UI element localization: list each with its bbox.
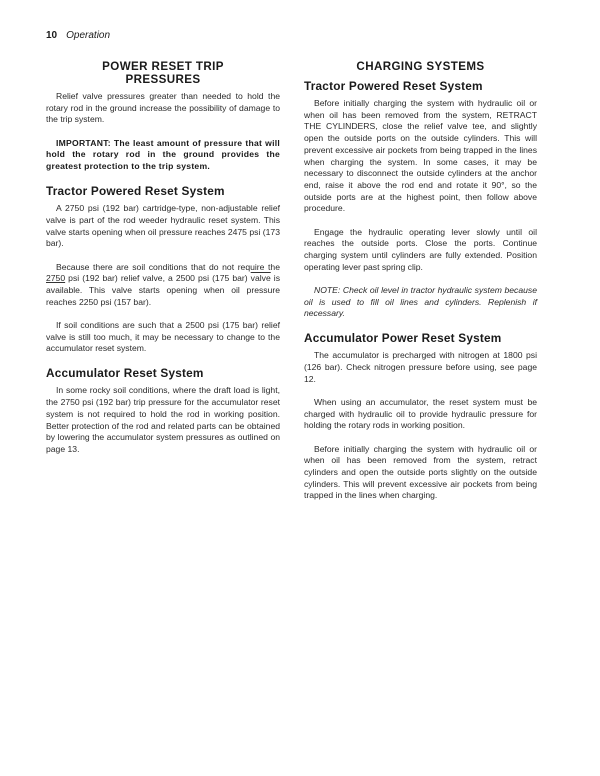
charging-tractor-paragraph-1: Before initially charging the system with hydraulic oil or when oil has been removed from the system, RETRACT THE CYLINDERS, close the relief valve tee, and slightly open the outside ports on the outside cylinders. This will prevent excessive air pockets from being trapped in the lines when charging the system. In some cases, it may be necessary to disconnect the outside cylinders at the anchor end, raise it above the rod end and rotate it 90°, so the outside ports are at the highest point, then follow above procedure. <box>304 98 537 214</box>
accumulator-reset-heading: Accumulator Reset System <box>46 366 204 381</box>
charging-tractor-paragraph-2: Engage the hydraulic operating lever slowly until oil reaches the outside ports. Close the ports. Continue charging system until cylinders are fully extended. Position operating lever past spring clip. <box>304 226 537 272</box>
text: psi (192 bar) relief valve, a 2500 psi (175 bar) <box>65 273 251 284</box>
tractor-paragraph-3: If soil conditions are such that a 2500 psi (175 bar) relief valve is still too much, it may be necessary to change to the accumulator reset system. <box>46 319 280 354</box>
page-number: 10 <box>46 30 58 41</box>
pen-marked-text: valve <box>250 273 271 284</box>
accumulator-paragraph-1: In some rocky soil conditions, where the draft load is light, the 2750 psi (192 bar) trip pressure for the accumulator reset system is not required to hold the rod in working position. Better protection of the rod and related parts can be obtained by lowering the accumulator system pressures as outlined on page 13. <box>46 385 280 454</box>
text: is available. This valve starts opening when oil pressure reaches 2250 psi (157 bar). <box>46 273 280 307</box>
right-column <box>304 60 537 514</box>
accumulator-power-reset-heading: Accumulator Power Reset System <box>304 331 502 346</box>
power-reset-trip-pressures-title: POWER RESET TRIP PRESSURES <box>102 60 224 86</box>
important-notice: IMPORTANT: The least amount of pressure that will hold the rotary rod in the ground provides the greatest protection to the trip system. <box>46 137 280 172</box>
intro-paragraph: Relief valve pressures greater than needed to hold the rotary rod in the ground increase the possibility of damage to the trip system. <box>46 91 280 125</box>
text: Because there are soil conditions that do not require the <box>56 261 280 272</box>
tractor-paragraph-2 <box>46 262 280 309</box>
section-title: Operation <box>66 30 111 41</box>
charging-systems-title: CHARGING SYSTEMS <box>356 60 485 73</box>
pen-marked-text: 2750 <box>46 273 66 284</box>
tractor-powered-reset-heading: Tractor Powered Reset System <box>46 184 225 199</box>
accumulator-power-paragraph-1: The accumulator is precharged with nitrogen at 1800 psi (126 bar). Check nitrogen pressure before using, see page 12. <box>304 350 537 384</box>
charging-tractor-heading: Tractor Powered Reset System <box>304 79 483 93</box>
accumulator-power-paragraph-3: Before initially charging the system with hydraulic oil or when oil has been removed from the system, retract cylinders and open the outside ports slightly on the outside cylinders. This will prevent excessive air pockets from being trapped in the lines when charging. <box>304 443 537 501</box>
note: NOTE: Check oil level in tractor hydraulic system because oil is used to fill oil lines and cylinders. Replenish if necessary. <box>304 284 537 319</box>
page-header <box>46 30 110 41</box>
left-column <box>46 60 280 467</box>
accumulator-power-paragraph-2: When using an accumulator, the reset system must be charged with hydraulic oil to provide hydraulic pressure for holding the rotary rods in working position. <box>304 397 537 431</box>
tractor-paragraph-1: A 2750 psi (192 bar) cartridge-type, non-adjustable relief valve is part of the rod weeder hydraulic reset system. This valve starts opening when oil pressure reaches 2475 psi (173 bar). <box>46 203 280 249</box>
